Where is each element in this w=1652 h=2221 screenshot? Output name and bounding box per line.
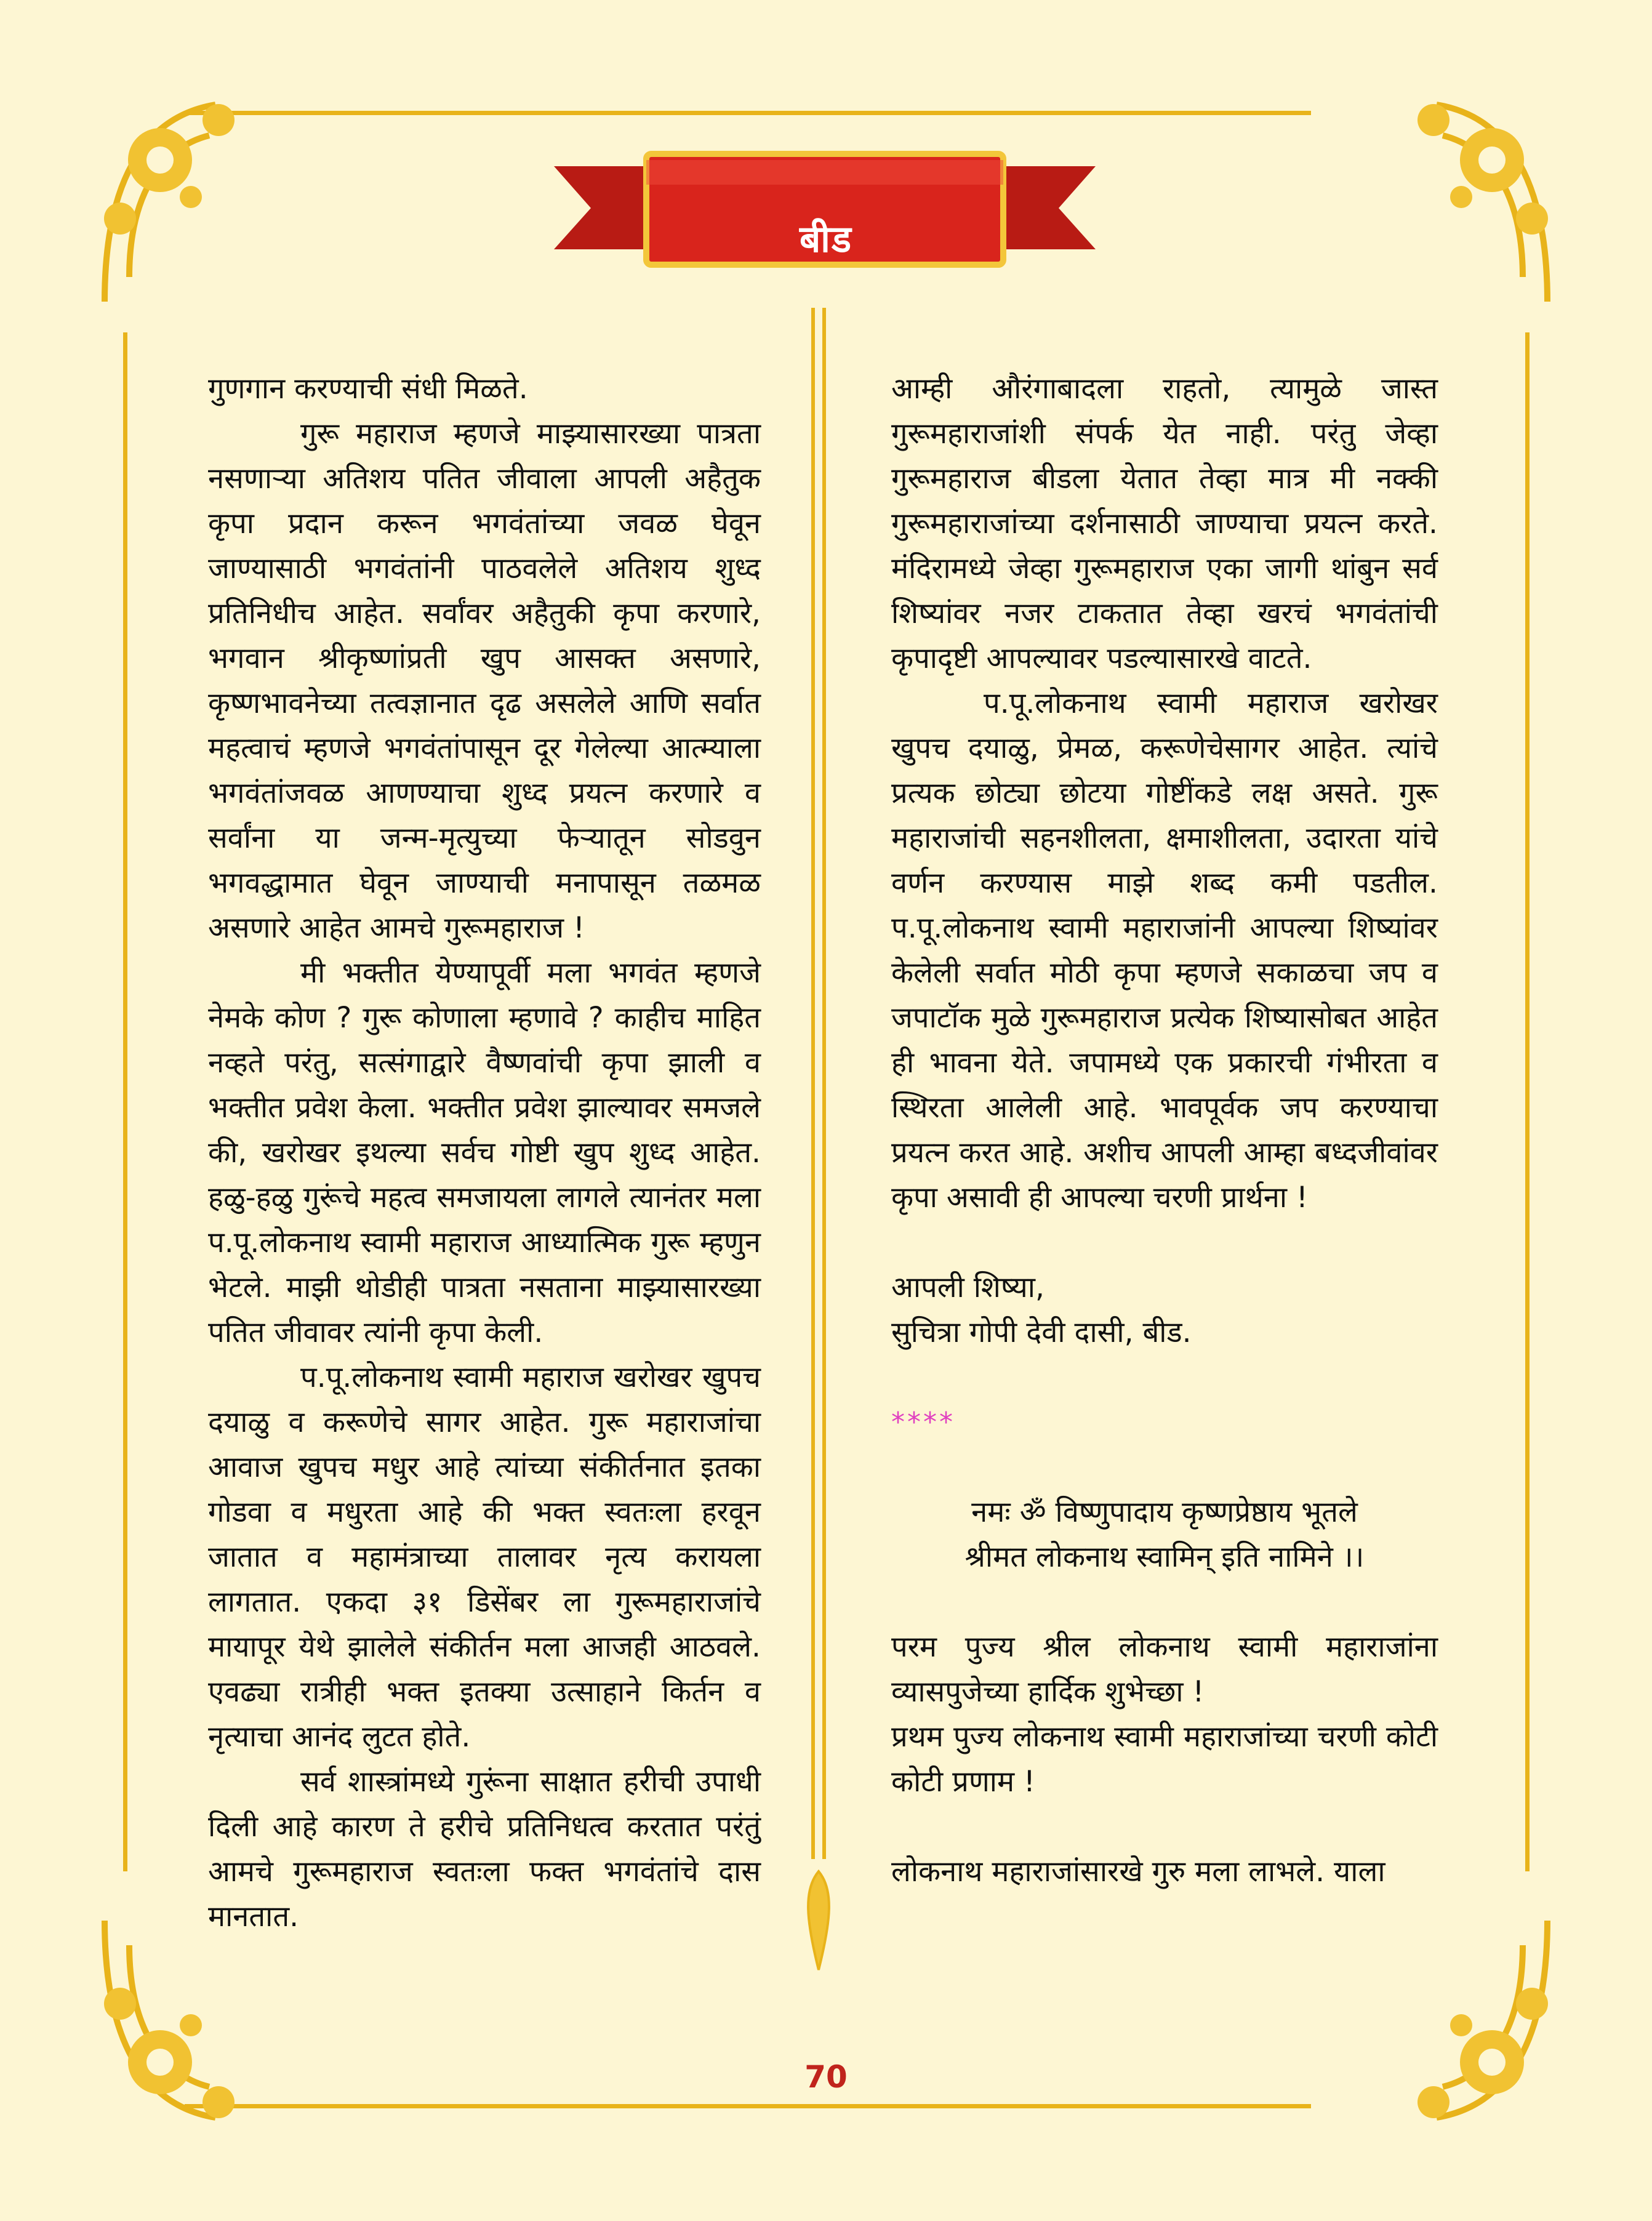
page-number: 70 xyxy=(804,2059,848,2095)
wish-line-1: परम पुज्य श्रील लोकनाथ स्वामी महाराजांना व्यासपुजेच्या हार्दिक शुभेच्छा ! xyxy=(891,1630,1438,1709)
left-paragraph-1: गुणगान करण्याची संधी मिळते. xyxy=(208,372,528,406)
verse-line-1: नमः ॐ विष्णुपादाय कृष्णप्रेष्ठाय भूतले xyxy=(971,1495,1358,1529)
left-column xyxy=(208,366,761,1939)
left-paragraph-5: सर्व शास्त्रांमध्ये गुरूंना साक्षात हरीची उपाधी दिली आहे कारण ते हरीचे प्रतिनिधत्व करतात परंतुं आमचे गुरूमहाराज स्वतःला फक्त भगवंतांचे दास मानतात. xyxy=(208,1765,761,1934)
page-title: बीड xyxy=(800,218,852,261)
wish-line-2: प्रथम पुज्य लोकनाथ स्वामी महाराजांच्या चरणी कोटी कोटी प्रणाम ! xyxy=(891,1720,1438,1799)
continued-line: लोकनाथ महाराजांसारखे गुरु मला लाभले. याला xyxy=(891,1855,1385,1889)
frame-left-line xyxy=(123,332,127,1871)
ornamental-flourish-icon xyxy=(92,92,314,314)
right-paragraph-1: आम्ही औरंगाबादला राहतो, त्यामुळे जास्त गुरूमहाराजांशी संपर्क येत नाही. परंतु जेव्हा गुरूमहाराज बीडला येतात तेव्हा मात्र मी नक्की गुरूमहाराजांच्या दर्शनासाठी जाण्याचा प्रयत्न करते. मंदिरामध्ये जेव्हा गुरूमहाराज एका जागी थांबुन सर्व शिष्यांवर नजर टाकतात तेव्हा खरचं भगवंतांची कृपादृष्टी आपल्यावर पडल्यासारखे वाटते. xyxy=(891,372,1438,675)
frame-bottom-line xyxy=(185,2104,1311,2108)
signoff-line-2: सुचित्रा गोपी देवी दासी, बीड. xyxy=(891,1315,1192,1349)
signoff-line-1: आपली शिष्या, xyxy=(891,1271,1045,1304)
left-paragraph-2: गुरू महाराज म्हणजे माझ्यासारख्या पात्रता नसणाऱ्या अतिशय पतित जीवाला आपली अहैतुक कृपा प्रदान करून भगवंतांच्या जवळ घेवून जाण्यासाठी भगवंतांनी पाठवलेले अतिशय शुध्द प्रतिनिधीच आहेत. सर्वांवर अहैतुकी कृपा करणारे, भगवान श्रीकृष्णांप्रती खुप आसक्त असणारे, कृष्णभावनेच्या तत्वज्ञानात दृढ असलेले आणि सर्वात महत्वाचं म्हणजे भगवंतांपासून दूर गेलेल्या आत्म्याला भगवंतांजवळ आणण्याचा शुध्द प्रयत्न करणारे व सर्वांना या जन्म-मृत्युच्या फेऱ्यातून सोडवुन भगवद्धामात घेवून जाण्याची मनापासून तळमळ असणारे आहेत आमचे गुरूमहाराज ! xyxy=(208,417,761,945)
frame-top-line xyxy=(185,111,1311,115)
right-column xyxy=(891,366,1438,1894)
verse-line-2: श्रीमत लोकनाथ स्वामिन् इति नामिने ।। xyxy=(964,1540,1365,1574)
right-paragraph-2: प.पू.लोकनाथ स्वामी महाराज खरोखर खुपच दयाळु, प्रेमळ, करूणेचेसागर आहेत. त्यांचे प्रत्यक छोट्या छोटया गोष्टींकडे लक्ष असते. गुरू महाराजांची सहनशीलता, क्षमाशीलता, उदारता यांचे वर्णन करण्यास माझे शब्द कमी पडतील. प.पू.लोकनाथ स्वामी महाराजांनी आपल्या शिष्यांवर केलेली सर्वात मोठी कृपा म्हणजे सकाळचा जप व जपाटॉक मुळे गुरूमहाराज प्रत्येक शिष्यासोबत आहेत ही भावना येते. जपामध्ये एक प्रकारची गंभीरता व स्थिरता आलेली आहे. भावपूर्वक जप करण्याचा प्रयत्न करत आहे. अशीच आपली आम्हा बध्दजीवांवर कृपा असावी ही आपल्या चरणी प्रार्थना ! xyxy=(891,686,1438,1215)
left-paragraph-3: मी भक्तीत येण्यापूर्वी मला भगवंत म्हणजे नेमके कोण ? गुरू कोणाला म्हणावे ? काहीच माहित नव्हते परंतु, सत्संगाद्वारे वैष्णवांची कृपा झाली व भक्तीत प्रवेश केला. भक्तीत प्रवेश झाल्यावर समजले की, खरोखर इथल्या सर्वच गोष्टी खुप शुध्द आहेत. हळु-हळु गुरूंचे महत्व समजायला लागले त्यानंतर मला प.पू.लोकनाथ स्वामी महाराज आध्यात्मिक गुरू म्हणुन भेटले. माझी थोडीही पात्रता नसताना माझ्यासारख्या पतित जीवावर त्यांनी कृपा केली. xyxy=(208,956,761,1349)
left-paragraph-4: प.पू.लोकनाथ स्वामी महाराज खरोखर खुपच दयाळु व करूणेचे सागर आहेत. गुरू महाराजांचा आवाज खुपच मधुर आहे त्यांच्या संकीर्तनात इतका गोडवा व मधुरता आहे की भक्त स्वतःला हरवून जातात व महामंत्राच्या तालावर नृत्य करायला लागतात. एकदा ३१ डिसेंबर ला गुरूमहाराजांचे मायापूर येथे झालेले संकीर्तन मला आजही आठवले. एवढ्या रात्रीही भक्त इतक्या उत्साहाने किर्तन व नृत्याचा आनंद लुटत होते. xyxy=(208,1360,761,1754)
ornamental-flourish-icon xyxy=(1338,1908,1560,2130)
ornamental-flourish-icon xyxy=(92,1908,314,2130)
separator-stars: **** xyxy=(891,1407,955,1438)
ornamental-flourish-icon xyxy=(1338,92,1560,314)
frame-right-line xyxy=(1525,332,1530,1871)
golden-drop-divider-icon xyxy=(800,308,837,2093)
